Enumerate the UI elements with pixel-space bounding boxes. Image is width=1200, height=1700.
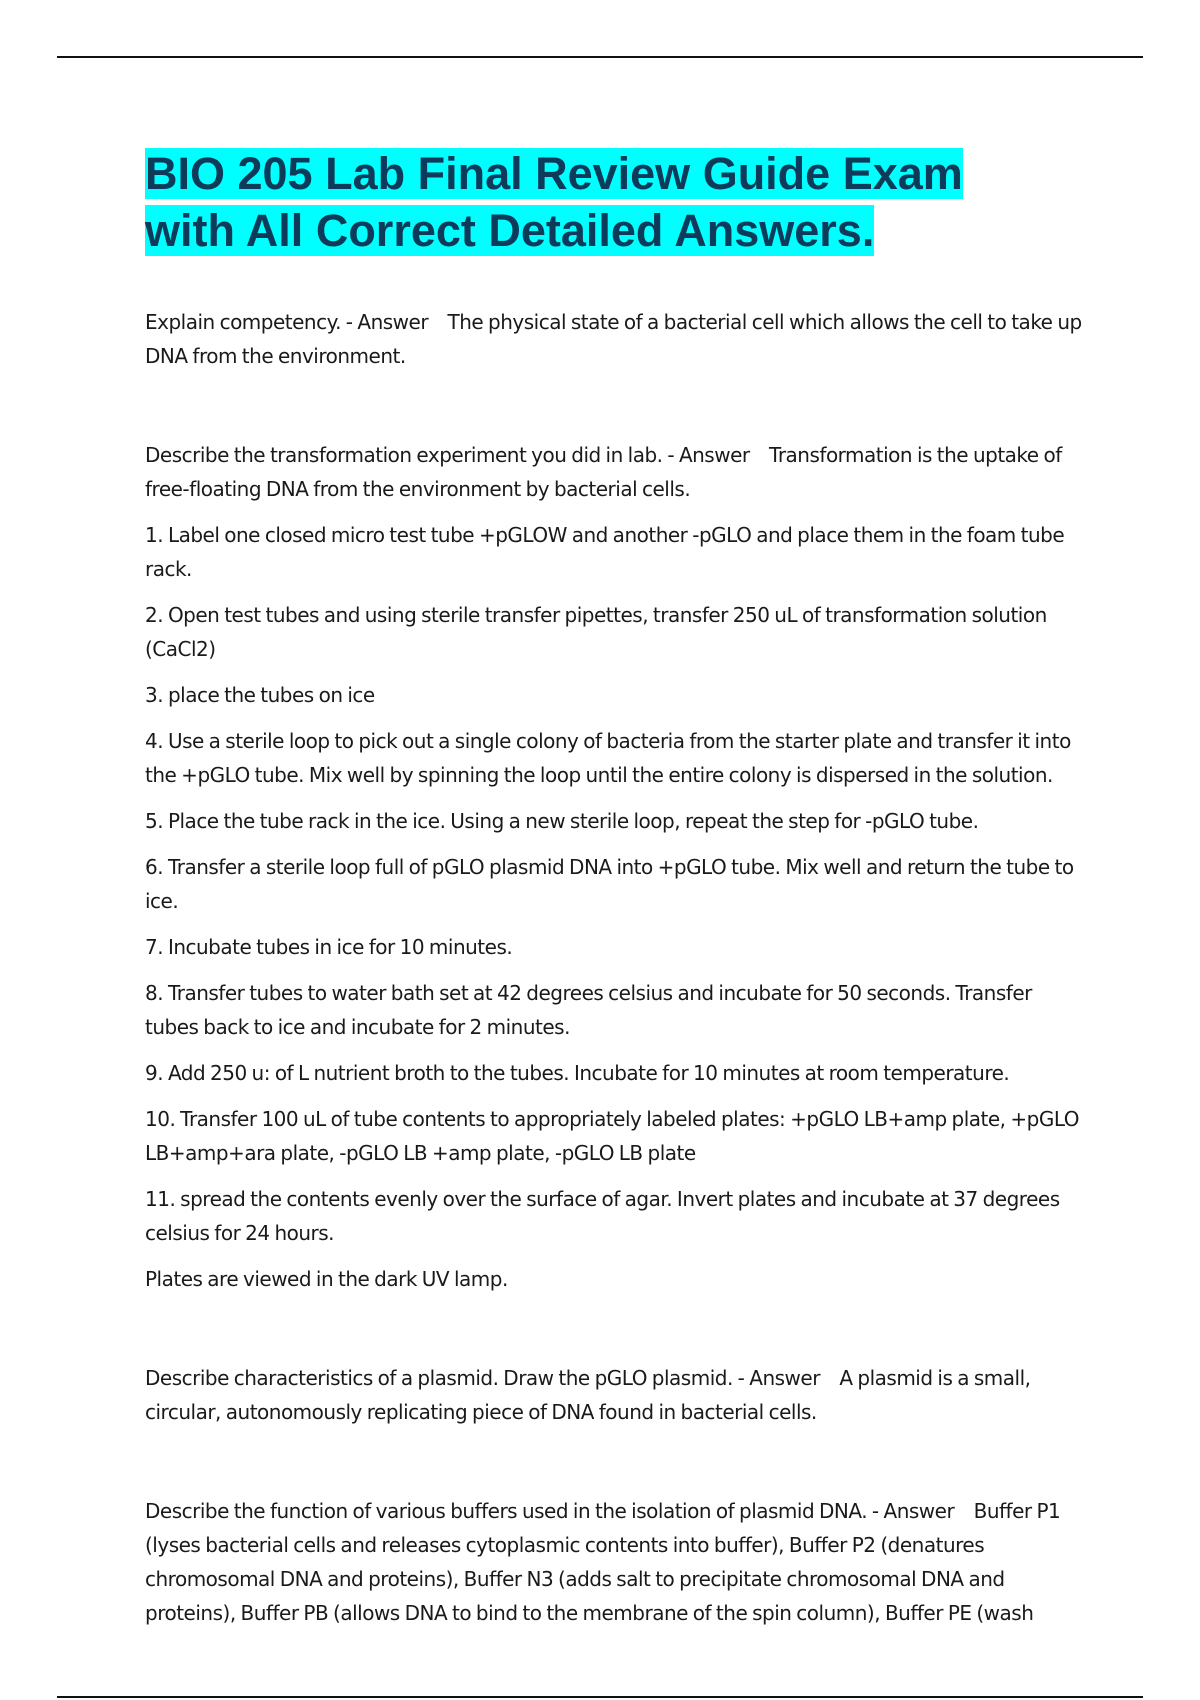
answer-text: A plasmid is a small, circular, autonomously replicating piece of DNA found in bacterial cells.	[145, 1366, 1031, 1424]
step-item: 3. place the tubes on ice	[145, 683, 375, 707]
question-text: Explain competency.	[145, 310, 341, 334]
answer-label: - Answer	[867, 1499, 974, 1523]
step-item: 10. Transfer 100 uL of tube contents to appropriately labeled plates: +pGLO LB+amp plate, +pGLO LB+amp+ara plate, -pGLO LB +amp plate, -pGLO LB plate	[145, 1107, 1080, 1165]
step-item: 1. Label one closed micro test tube +pGLOW and another -pGLO and place them in the foam tube rack.	[145, 523, 1065, 581]
step-item: 6. Transfer a sterile loop full of pGLO plasmid DNA into +pGLO tube. Mix well and return the tube to ice.	[145, 855, 1074, 913]
title-line-2: with All Correct Detailed Answers.	[145, 205, 875, 256]
step-item: 9. Add 250 u: of L nutrient broth to the tubes. Incubate for 10 minutes at room temperature.	[145, 1061, 1010, 1085]
qa-transformation	[145, 438, 1090, 506]
qa-buffers	[145, 1494, 1090, 1630]
spacer	[145, 1296, 1090, 1361]
answer-text: Buffer P1 (lyses bacterial cells and releases cytoplasmic contents into buffer), Buffer P2 (denatures chromosomal DNA and proteins), Buffer N3 (adds salt to precipitate chromosomal DNA and proteins), Buffer PB (allows DNA to bind to the membrane of the spin column), Buffer PE (wash	[145, 1499, 1061, 1625]
qa-competency	[145, 305, 1090, 373]
question-text: Describe the function of various buffers used in the isolation of plasmid DNA.	[145, 1499, 868, 1523]
spacer	[145, 1429, 1090, 1494]
step-item: 4. Use a sterile loop to pick out a single colony of bacteria from the starter plate and transfer it into the +pGLO tube. Mix well by spinning the loop until the entire colony is dispersed in the solution.	[145, 729, 1071, 787]
header-rule	[57, 56, 1143, 58]
answer-text: Transformation is the uptake of free-floating DNA from the environment by bacterial cells.	[145, 443, 1062, 501]
qa-plasmid	[145, 1361, 1090, 1429]
question-text: Describe characteristics of a plasmid. Draw the pGLO plasmid.	[145, 1366, 733, 1390]
answer-label: - Answer	[662, 443, 770, 467]
spacer	[145, 373, 1090, 438]
answer-label: - Answer	[340, 310, 448, 334]
step-item: 8. Transfer tubes to water bath set at 42 degrees celsius and incubate for 50 seconds. Transfer tubes back to ice and incubate for 2 minutes.	[145, 981, 1032, 1039]
answer-text: The physical state of a bacterial cell which allows the cell to take up DNA from the environment.	[145, 310, 1082, 368]
question-text: Describe the transformation experiment you did in lab.	[145, 443, 663, 467]
document-body	[145, 305, 1090, 1630]
step-item: 7. Incubate tubes in ice for 10 minutes.	[145, 935, 513, 959]
step-item: 11. spread the contents evenly over the surface of agar. Invert plates and incubate at 37 degrees celsius for 24 hours.	[145, 1187, 1060, 1245]
document-title	[145, 145, 1045, 259]
step-item: 5. Place the tube rack in the ice. Using a new sterile loop, repeat the step for -pGLO tube.	[145, 809, 979, 833]
answer-label: - Answer	[732, 1366, 840, 1390]
plates-note: Plates are viewed in the dark UV lamp.	[145, 1267, 508, 1291]
footer-rule	[57, 1696, 1143, 1698]
step-item: 2. Open test tubes and using sterile transfer pipettes, transfer 250 uL of transformation solution (CaCl2)	[145, 603, 1047, 661]
title-line-1: BIO 205 Lab Final Review Guide Exam	[145, 148, 963, 199]
